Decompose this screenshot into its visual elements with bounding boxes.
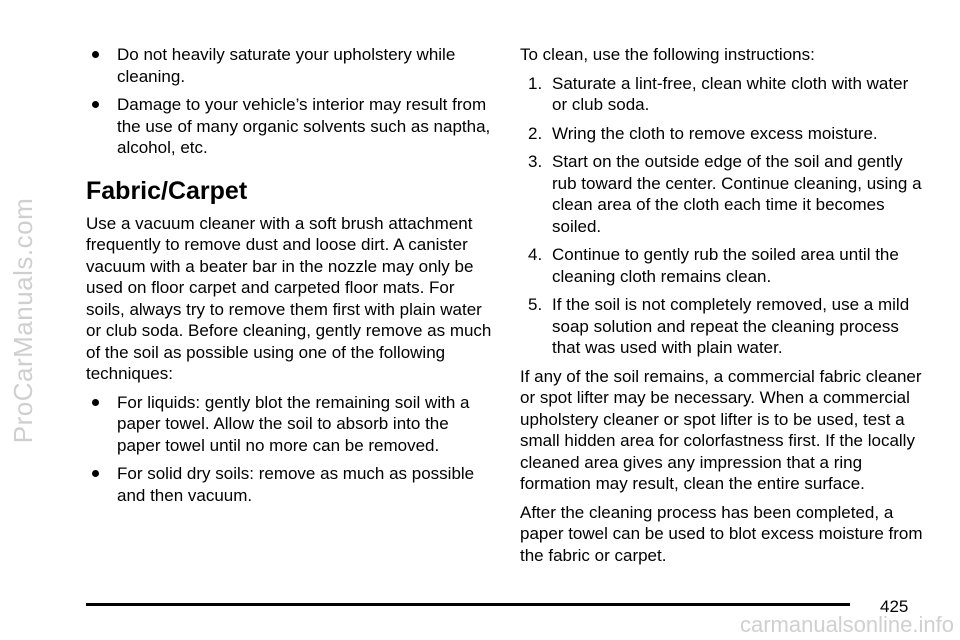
technique-list: [86, 392, 496, 507]
after-cleaning-paragraph: After the cleaning process has been completed, a paper towel can be used to blot excess moisture from the fabric or carpet.: [520, 502, 923, 565]
caution-text: Damage to your vehicle’s interior may result from the use of many organic solvents such as naptha, alcohol, etc.: [117, 95, 491, 157]
step-text: Wring the cloth to remove excess moisture.: [552, 123, 878, 143]
caution-item-1: [86, 44, 496, 87]
left-column: [86, 44, 496, 513]
side-watermark: [0, 0, 54, 640]
step-item: [520, 73, 928, 116]
step-item: [520, 294, 928, 359]
bullet-icon: [92, 101, 99, 108]
technique-item-2: [86, 463, 496, 506]
caution-list: [86, 44, 496, 159]
step-number: 3.: [528, 152, 543, 171]
section-heading: Fabric/Carpet: [86, 176, 248, 205]
step-number: 1.: [528, 73, 543, 93]
caution-item-2: [86, 94, 496, 159]
technique-item-1: [86, 392, 496, 457]
bottom-watermark: carmanualsonline.info: [739, 612, 954, 637]
step-item: [520, 151, 928, 237]
side-watermark-text: ProCarManuals.com: [8, 197, 39, 443]
page-number: 425: [880, 597, 909, 616]
step-text: Continue to gently rub the soiled area until the cleaning cloth remains clean.: [552, 245, 899, 286]
bullet-icon: [92, 470, 99, 477]
step-text: If the soil is not completely removed, use a mild soap solution and repeat the cleaning process that was used with plain water.: [552, 295, 910, 357]
step-item: [520, 244, 928, 287]
technique-text: For liquids: gently blot the remaining soil with a paper towel. Allow the soil to absorb into the paper towel until no more can be removed.: [117, 392, 470, 455]
step-number: 4.: [528, 245, 543, 264]
bullet-icon: [92, 399, 99, 406]
commercial-cleaner-paragraph: If any of the soil remains, a commercial fabric cleaner or spot lifter may be necessary. When a commercial upholstery cleaner or spot lifter is to be used, test a small hidden area for colorfastness first. If the locally cleaned area gives any impression that a ring formation may result, clean the entire surface.: [520, 366, 922, 493]
step-number: 2.: [528, 123, 543, 143]
step-item: [520, 123, 928, 145]
step-text: Start on the outside edge of the soil and gently rub toward the center. Continue cleaning, using a clean area of the cloth each time it becomes soiled.: [552, 152, 922, 236]
footer-rule: [86, 603, 850, 606]
caution-text: Do not heavily saturate your upholstery while cleaning.: [117, 45, 456, 86]
fabric-paragraph: Use a vacuum cleaner with a soft brush attachment frequently to remove dust and loose dirt. A canister vacuum with a beater bar in the nozzle may only be used on floor carpet and carpeted floor mats. For soils, always try to remove them first with plain water or club soda. Before cleaning, gently remove as much of the soil as possible using one of the following techniques:: [86, 213, 492, 383]
step-text: Saturate a lint-free, clean white cloth with water or club soda.: [552, 73, 909, 114]
right-column: [520, 44, 928, 573]
instructions-intro: To clean, use the following instructions:: [520, 45, 815, 64]
step-number: 5.: [528, 295, 543, 314]
cleaning-steps: [520, 73, 928, 359]
technique-text: For solid dry soils: remove as much as possible and then vacuum.: [117, 464, 475, 505]
bullet-icon: [92, 51, 99, 58]
